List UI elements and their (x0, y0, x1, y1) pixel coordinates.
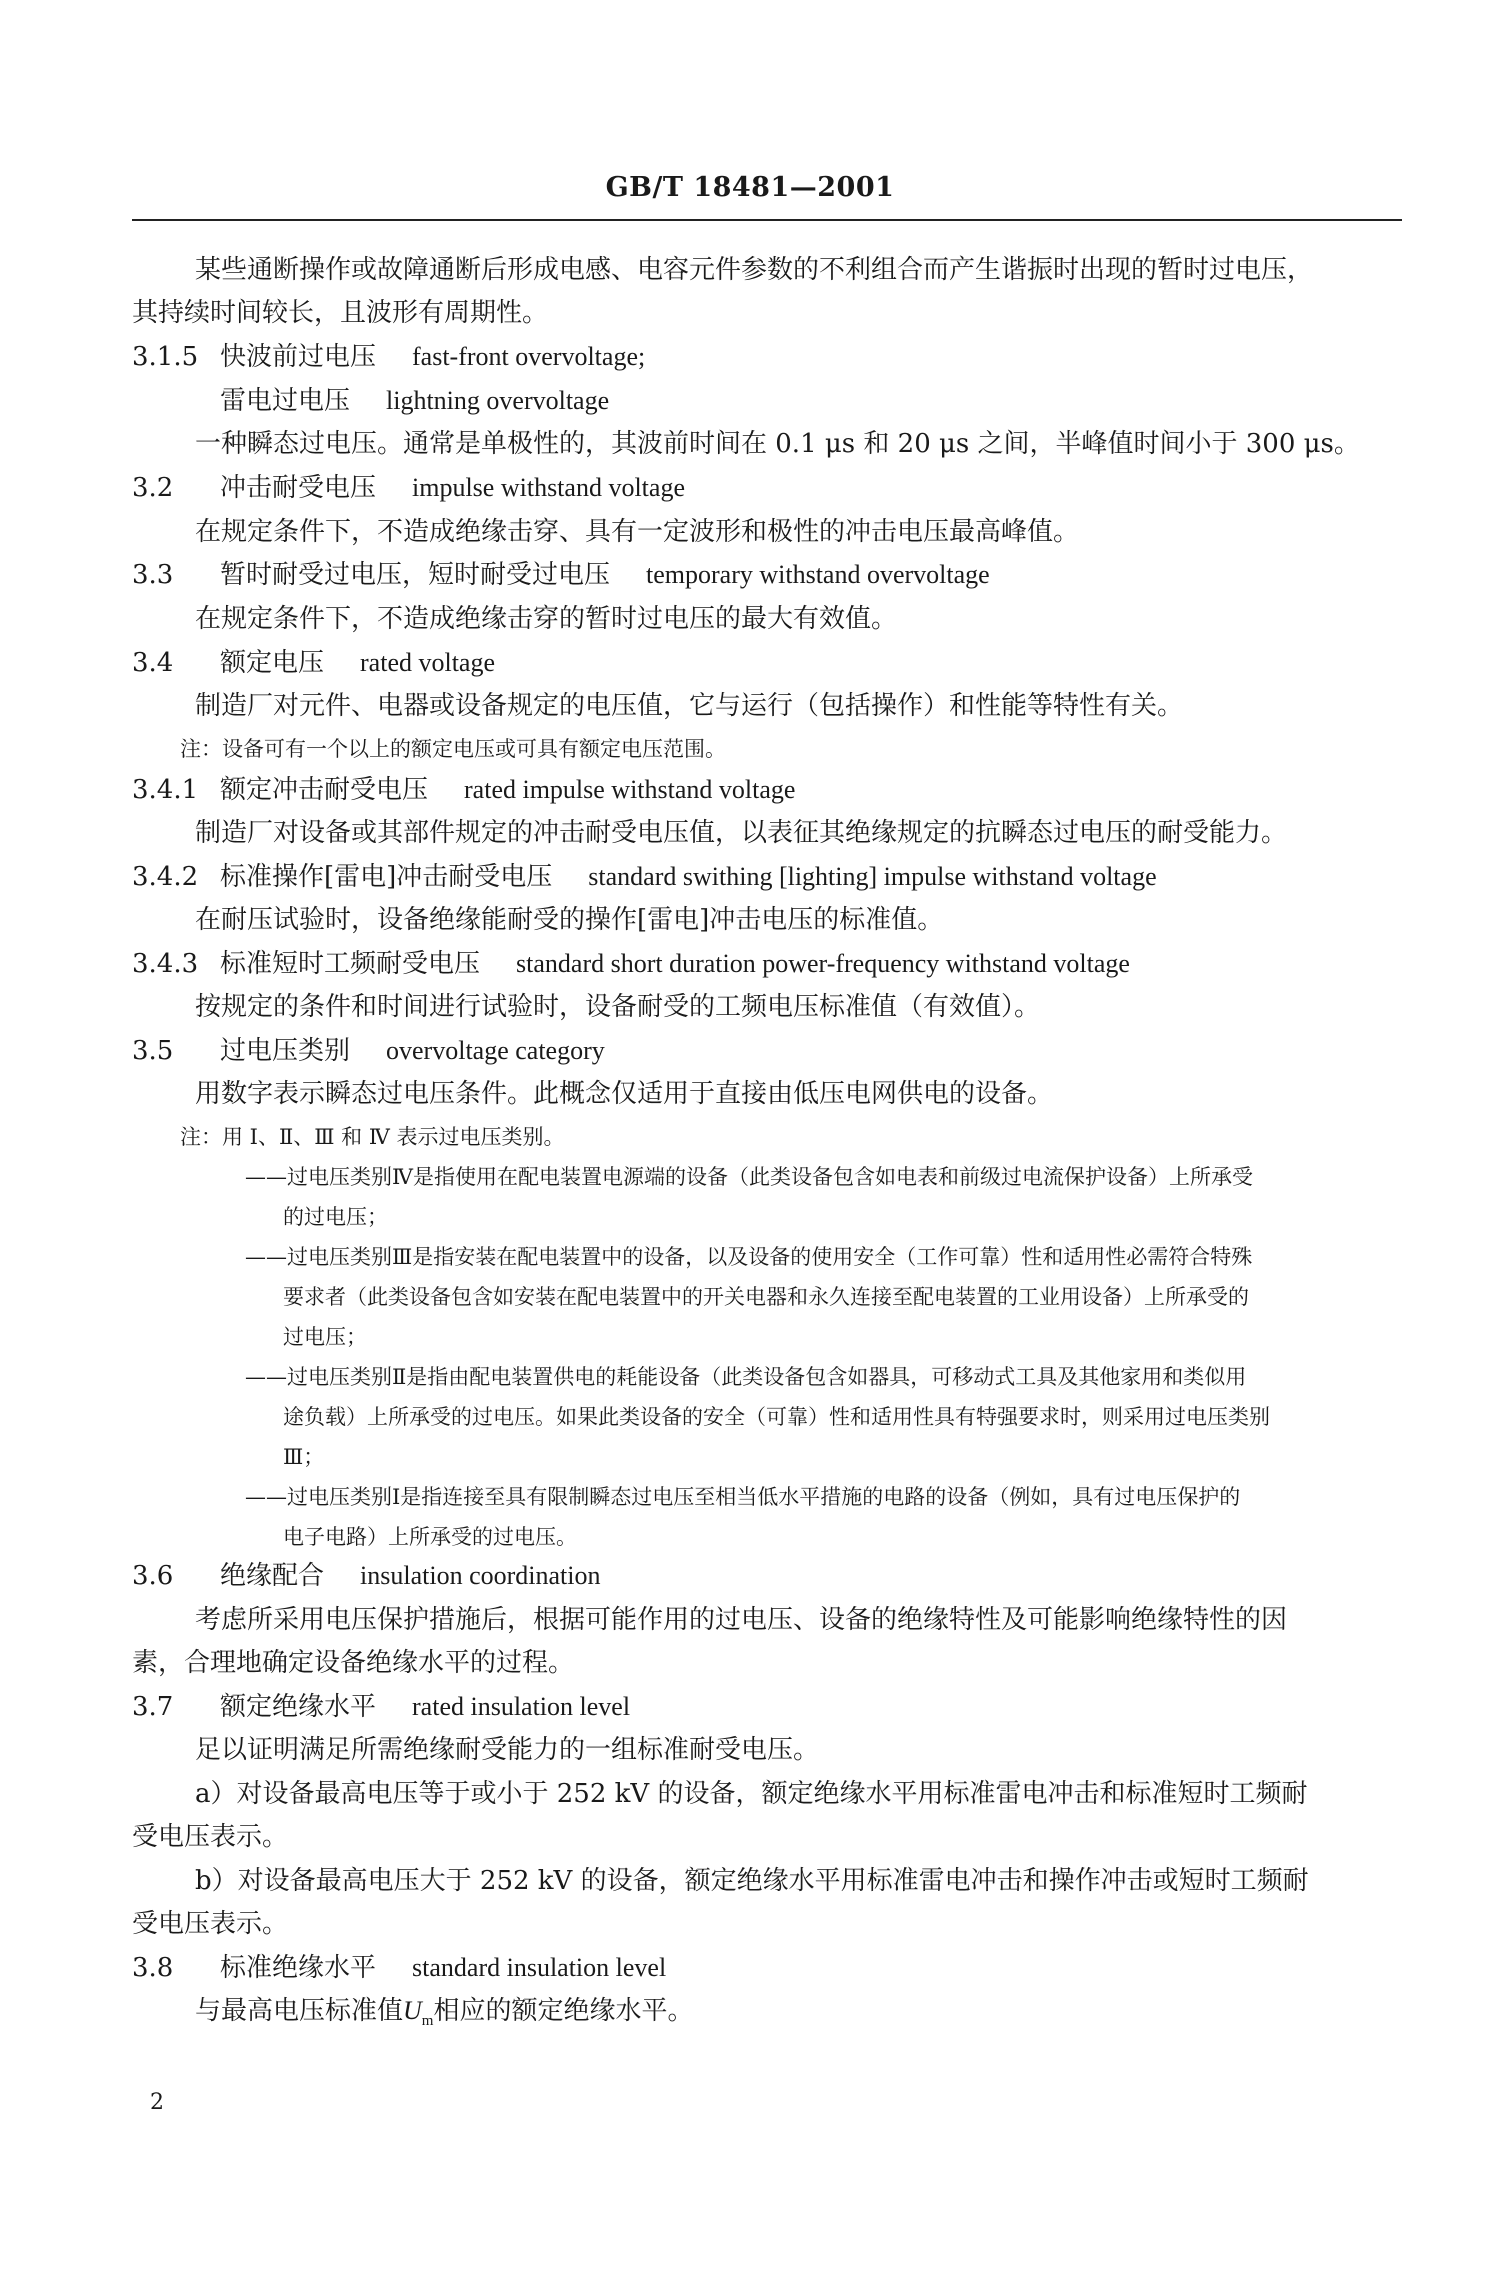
note-list-item: 途负载）上所承受的过电压。如果此类设备的安全（可靠）性和适用性具有特强要求时，则采用过电压类别 (283, 1405, 1270, 1429)
definition-text: 按规定的条件和时间进行试验时，设备耐受的工频电压标准值（有效值）。 (195, 992, 1041, 1022)
term-en: insulation coordination (360, 1561, 601, 1590)
definition-suffix: 相应的额定绝缘水平。 (433, 1996, 694, 2026)
note-list-item: 的过电压； (283, 1205, 388, 1229)
note-list-item: Ⅲ； (283, 1445, 325, 1469)
term-en: rated insulation level (412, 1692, 631, 1721)
note-list-item: ——过电压类别Ⅰ是指连接至具有限制瞬态过电压至相当低水平措施的电路的设备（例如，具有过电压保护的 (245, 1485, 1241, 1509)
term-en: standard short duration power-frequency withstand voltage (516, 949, 1130, 978)
clause-number: 3.4 (132, 648, 174, 678)
term-3-1-5-synonym (220, 386, 609, 416)
definition-text: 足以证明满足所需绝缘耐受能力的一组标准耐受电压。 (195, 1735, 820, 1765)
symbol-subscript: m (421, 2013, 434, 2030)
clause-number: 3.1.5 (132, 342, 199, 372)
definition-text: 在耐压试验时，设备绝缘能耐受的操作[雷电]冲击电压的标准值。 (195, 905, 944, 935)
term-en: fast-front overvoltage; (412, 342, 646, 371)
term-en: standard insulation level (412, 1953, 667, 1982)
note-list-item: 要求者（此类设备包含如安装在配电装置中的开关电器和永久连接至配电装置的工业用设备）上所承受的 (283, 1285, 1249, 1309)
term-en: rated impulse withstand voltage (464, 775, 796, 804)
clause-number: 3.4.2 (132, 862, 199, 892)
term-3-3 (132, 560, 990, 590)
header-rule (132, 219, 1402, 221)
note-list-item: 过电压； (283, 1325, 367, 1349)
term-zh: 标准操作[雷电]冲击耐受电压 (220, 862, 553, 892)
term-zh: 过电压类别 (220, 1036, 351, 1066)
clause-number: 3.7 (132, 1692, 174, 1722)
list-item-a-continued: 受电压表示。 (132, 1822, 289, 1852)
term-zh: 快波前过电压 (220, 342, 377, 372)
term-3-6 (132, 1561, 600, 1591)
definition-text: 一种瞬态过电压。通常是单极性的，其波前时间在 0.1 μs 和 20 μs 之间，半峰值时间小于 300 μs。 (195, 429, 1360, 459)
definition-text: 制造厂对元件、电器或设备规定的电压值，它与运行（包括操作）和性能等特性有关。 (195, 691, 1184, 721)
clause-number: 3.8 (132, 1953, 174, 1983)
term-zh: 额定绝缘水平 (220, 1692, 377, 1722)
paragraph-line: 某些通断操作或故障通断后形成电感、电容元件参数的不利组合而产生谐振时出现的暂时过电压， (195, 255, 1314, 285)
term-3-1-5 (132, 342, 645, 372)
term-3-8 (132, 1953, 666, 1983)
list-item-b-continued: 受电压表示。 (132, 1909, 289, 1939)
page-number: 2 (150, 2090, 164, 2115)
symbol-u: U (403, 1996, 422, 2025)
term-en: lightning overvoltage (386, 386, 610, 415)
definition-text (195, 1996, 693, 2036)
term-en: overvoltage category (386, 1036, 605, 1065)
term-3-7 (132, 1692, 630, 1722)
definition-text: 素，合理地确定设备绝缘水平的过程。 (132, 1648, 575, 1678)
definition-text: 在规定条件下，不造成绝缘击穿、具有一定波形和极性的冲击电压最高峰值。 (195, 517, 1080, 547)
note-list-item: ——过电压类别Ⅱ是指由配电装置供电的耗能设备（此类设备包含如器具，可移动式工具及其他家用和类似用 (245, 1365, 1247, 1389)
term-3-4-1 (132, 775, 795, 805)
standard-code-header: GB/T 18481—2001 (605, 172, 895, 203)
term-zh: 额定冲击耐受电压 (220, 775, 429, 805)
term-3-2 (132, 473, 685, 503)
term-zh: 雷电过电压 (220, 386, 351, 416)
definition-text: 制造厂对设备或其部件规定的冲击耐受电压值，以表征其绝缘规定的抗瞬态过电压的耐受能力。 (195, 818, 1288, 848)
definition-prefix: 与最高电压标准值 (195, 1996, 404, 2026)
term-3-4 (132, 648, 495, 678)
term-zh: 额定电压 (220, 648, 325, 678)
clause-number: 3.6 (132, 1561, 174, 1591)
note-list-item: ——过电压类别Ⅲ是指安装在配电装置中的设备，以及设备的使用安全（工作可靠）性和适用性必需符合特殊 (245, 1245, 1253, 1269)
definition-text: 用数字表示瞬态过电压条件。此概念仅适用于直接由低压电网供电的设备。 (195, 1079, 1054, 1109)
clause-number: 3.3 (132, 560, 174, 590)
term-3-5 (132, 1036, 605, 1066)
term-en: impulse withstand voltage (412, 473, 685, 502)
term-zh: 绝缘配合 (220, 1561, 325, 1591)
definition-text: 在规定条件下，不造成绝缘击穿的暂时过电压的最大有效值。 (195, 604, 898, 634)
definition-text: 考虑所采用电压保护措施后，根据可能作用的过电压、设备的绝缘特性及可能影响绝缘特性的因 (195, 1605, 1288, 1635)
clause-number: 3.5 (132, 1036, 174, 1066)
clause-number: 3.4.1 (132, 775, 199, 805)
note-text: 注：设备可有一个以上的额定电压或可具有额定电压范围。 (180, 737, 726, 761)
term-zh: 暂时耐受过电压，短时耐受过电压 (220, 560, 611, 590)
term-zh: 标准绝缘水平 (220, 1953, 377, 1983)
clause-number: 3.2 (132, 473, 174, 503)
list-item-a: a）对设备最高电压等于或小于 252 kV 的设备，额定绝缘水平用标准雷电冲击和标准短时工频耐 (195, 1779, 1308, 1809)
term-zh: 标准短时工频耐受电压 (220, 949, 481, 979)
list-item-b: b）对设备最高电压大于 252 kV 的设备，额定绝缘水平用标准雷电冲击和操作冲击或短时工频耐 (195, 1866, 1309, 1896)
term-zh: 冲击耐受电压 (220, 473, 377, 503)
note-list-item: 电子电路）上所承受的过电压。 (283, 1525, 577, 1549)
term-en: temporary withstand overvoltage (646, 560, 990, 589)
clause-number: 3.4.3 (132, 949, 199, 979)
term-en: rated voltage (360, 648, 496, 677)
term-3-4-2 (132, 862, 1157, 892)
note-list-item: ——过电压类别Ⅳ是指使用在配电装置电源端的设备（此类设备包含如电表和前级过电流保护设备）上所承受 (245, 1165, 1253, 1189)
note-text: 注：用 Ⅰ、Ⅱ、Ⅲ 和 Ⅳ 表示过电压类别。 (180, 1125, 565, 1149)
term-en: standard swithing [lighting] impulse withstand voltage (588, 862, 1157, 891)
term-3-4-3 (132, 949, 1130, 979)
paragraph-line: 其持续时间较长，且波形有周期性。 (132, 298, 549, 328)
